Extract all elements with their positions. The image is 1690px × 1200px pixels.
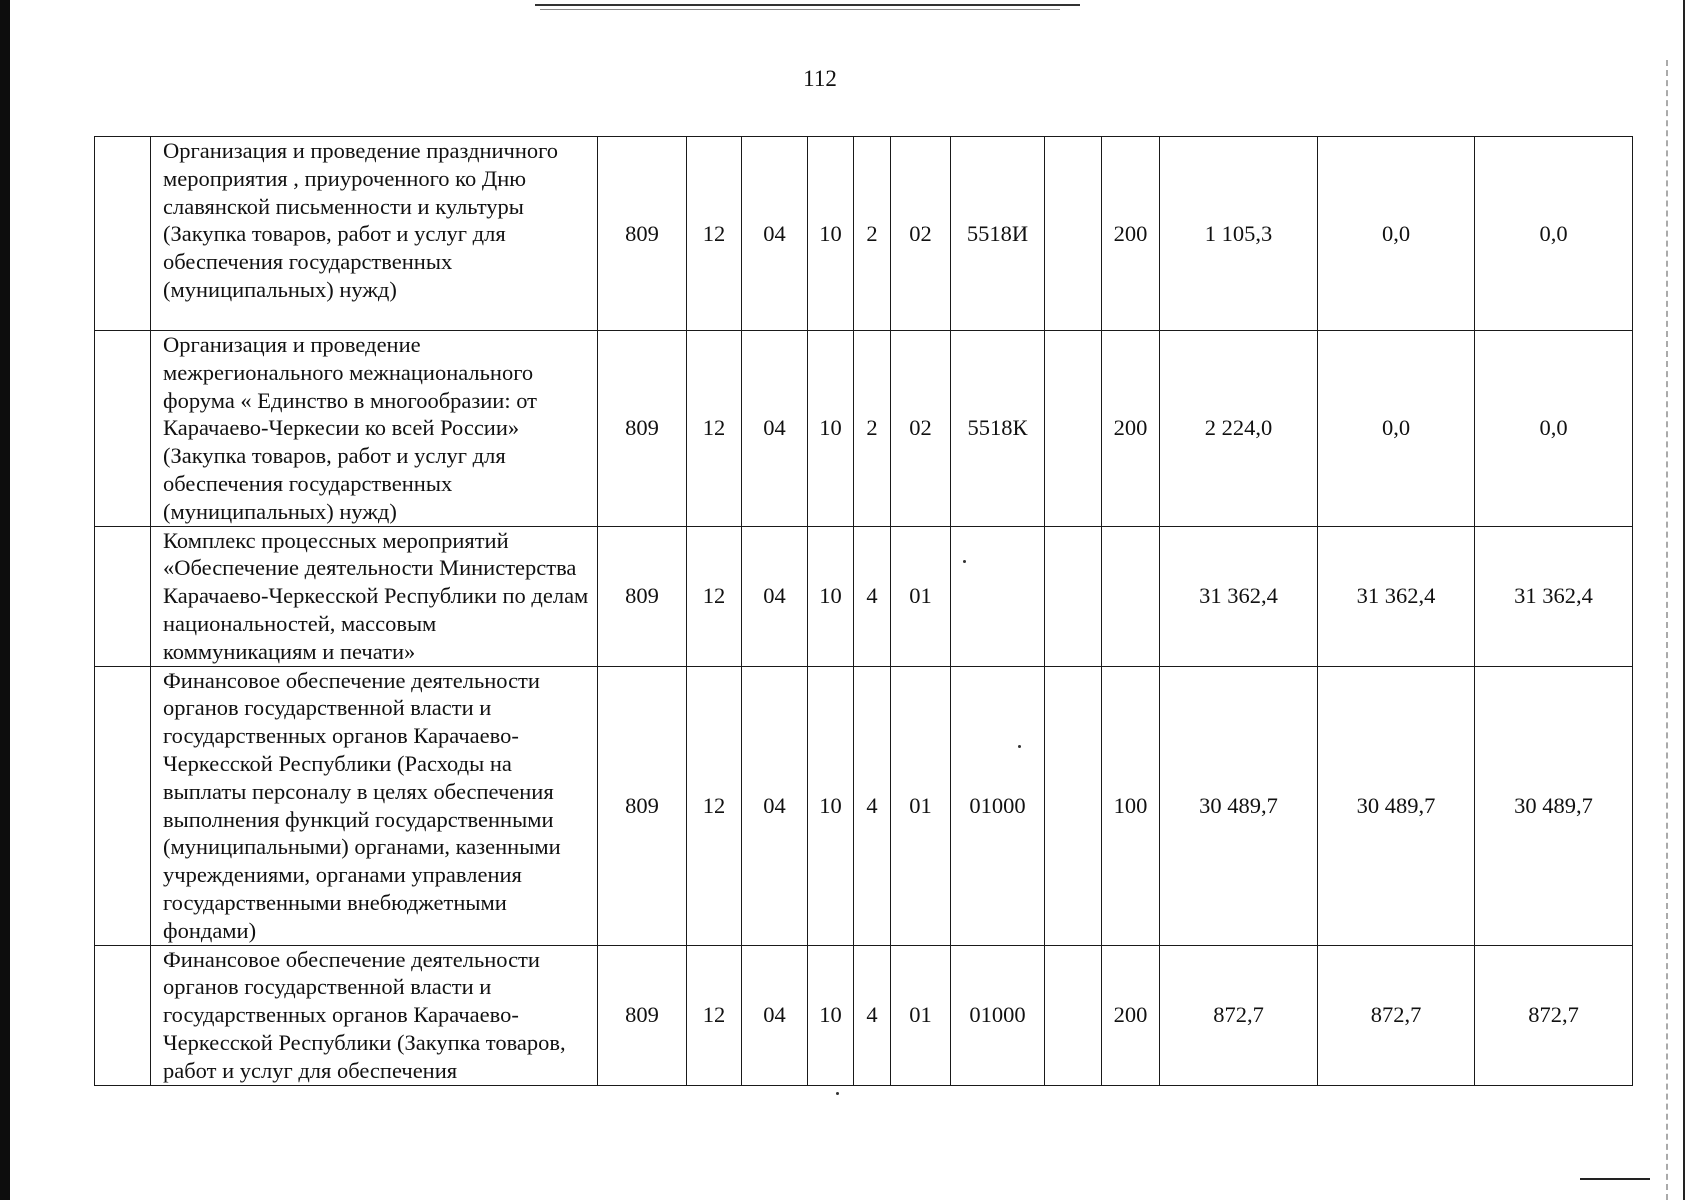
ministry-code-cell: 809 [598, 137, 687, 331]
program-code-cell: 10 [808, 137, 854, 331]
amount-year-2-cell: 872,7 [1318, 945, 1475, 1085]
amount-year-3-cell: 0,0 [1475, 137, 1633, 331]
ministry-code-cell: 809 [598, 331, 687, 527]
subprogram-code-cell: 4 [854, 526, 891, 666]
direction-code-cell [951, 526, 1045, 666]
expense-type-cell: 200 [1102, 945, 1160, 1085]
expense-type-cell: 100 [1102, 666, 1160, 945]
table-row [95, 945, 1633, 1085]
subsection-code-cell: 04 [742, 331, 808, 527]
extra-code-cell [1045, 666, 1102, 945]
amount-year-3-cell: 30 489,7 [1475, 666, 1633, 945]
subsection-code-cell: 04 [742, 137, 808, 331]
scan-left-edge [0, 0, 10, 1200]
description-cell: Организация и проведение праздничного мероприятия , приуроченного ко Дню славянской письменности и культуры (Закупка товаров, работ и услуг для обеспечения государственных (муниципальных) нужд) [151, 137, 598, 331]
amount-year-2-cell: 0,0 [1318, 137, 1475, 331]
extra-code-cell [1045, 137, 1102, 331]
section-code-cell: 12 [687, 137, 742, 331]
scan-top-rule-thin [540, 9, 1060, 10]
section-code-cell: 12 [687, 945, 742, 1085]
program-code-cell: 10 [808, 331, 854, 527]
amount-year-3-cell: 0,0 [1475, 331, 1633, 527]
direction-code-cell: 01000 [951, 945, 1045, 1085]
expense-type-cell: 200 [1102, 137, 1160, 331]
description-cell: Финансовое обеспечение деятельности органов государственной власти и государственных органов Карачаево-Черкесской Республики (Закупка товаров, работ и услуг для обеспечения [151, 945, 598, 1085]
event-code-cell: 01 [891, 945, 951, 1085]
direction-code-cell: 5518К [951, 331, 1045, 527]
event-code-cell: 02 [891, 331, 951, 527]
subsection-code-cell: 04 [742, 666, 808, 945]
row-number-cell [95, 666, 151, 945]
subprogram-code-cell: 4 [854, 945, 891, 1085]
program-code-cell: 10 [808, 666, 854, 945]
table-row [95, 331, 1633, 527]
scan-bottom-rule [1580, 1178, 1650, 1180]
description-cell: Организация и проведение межрегионального межнационального форума « Единство в многообразии: от Карачаево-Черкесии ко всей России» (Закупка товаров, работ и услуг для обеспечения государственных (муниципальных) нужд) [151, 331, 598, 527]
subprogram-code-cell: 2 [854, 331, 891, 527]
table-row [95, 666, 1633, 945]
event-code-cell: 01 [891, 666, 951, 945]
extra-code-cell [1045, 945, 1102, 1085]
direction-code-cell: 01000 [951, 666, 1045, 945]
amount-year-1-cell: 872,7 [1160, 945, 1318, 1085]
extra-code-cell [1045, 331, 1102, 527]
row-number-cell [95, 331, 151, 527]
scan-right-edge [1683, 0, 1685, 1200]
scan-right-dashes [1666, 60, 1670, 1200]
table-row [95, 526, 1633, 666]
ministry-code-cell: 809 [598, 666, 687, 945]
subprogram-code-cell: 2 [854, 137, 891, 331]
section-code-cell: 12 [687, 526, 742, 666]
amount-year-2-cell: 30 489,7 [1318, 666, 1475, 945]
expense-type-cell [1102, 526, 1160, 666]
expense-type-cell: 200 [1102, 331, 1160, 527]
ministry-code-cell: 809 [598, 945, 687, 1085]
amount-year-3-cell: 872,7 [1475, 945, 1633, 1085]
ministry-code-cell: 809 [598, 526, 687, 666]
page-number: 112 [803, 66, 837, 91]
scan-top-rule [535, 4, 1080, 6]
amount-year-1-cell: 30 489,7 [1160, 666, 1318, 945]
subsection-code-cell: 04 [742, 526, 808, 666]
table-row [95, 137, 1633, 331]
amount-year-2-cell: 31 362,4 [1318, 526, 1475, 666]
section-code-cell: 12 [687, 331, 742, 527]
amount-year-2-cell: 0,0 [1318, 331, 1475, 527]
row-number-cell [95, 945, 151, 1085]
scan-speck [836, 1092, 839, 1095]
amount-year-1-cell: 1 105,3 [1160, 137, 1318, 331]
subsection-code-cell: 04 [742, 945, 808, 1085]
row-number-cell [95, 137, 151, 331]
subprogram-code-cell: 4 [854, 666, 891, 945]
program-code-cell: 10 [808, 526, 854, 666]
row-number-cell [95, 526, 151, 666]
event-code-cell: 01 [891, 526, 951, 666]
description-cell: Финансовое обеспечение деятельности органов государственной власти и государственных органов Карачаево-Черкесской Республики (Расходы на выплаты персоналу в целях обеспечения выполнения функций государственными (муниципальными) органами, казенными учреждениями, органами управления государственными внебюджетными фондами) [151, 666, 598, 945]
event-code-cell: 02 [891, 137, 951, 331]
description-cell: Комплекс процессных мероприятий «Обеспечение деятельности Министерства Карачаево-Черкесской Республики по делам национальностей, массовым коммуникациям и печати» [151, 526, 598, 666]
direction-code-cell: 5518И [951, 137, 1045, 331]
amount-year-1-cell: 31 362,4 [1160, 526, 1318, 666]
amount-year-1-cell: 2 224,0 [1160, 331, 1318, 527]
program-code-cell: 10 [808, 945, 854, 1085]
extra-code-cell [1045, 526, 1102, 666]
amount-year-3-cell: 31 362,4 [1475, 526, 1633, 666]
budget-table [94, 136, 1633, 1086]
section-code-cell: 12 [687, 666, 742, 945]
